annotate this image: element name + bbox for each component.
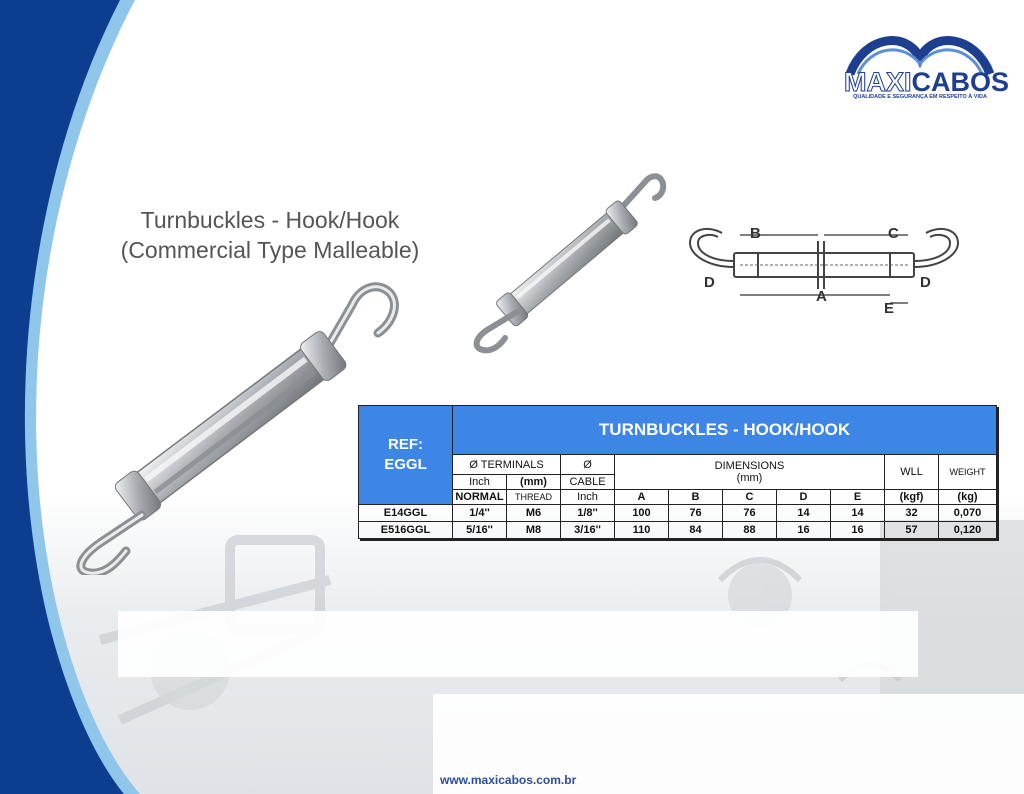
row-cable: 3/16'' [561,522,615,539]
col-e-header: E [831,490,885,505]
maxicabos-logo [844,28,1010,108]
dimensions-unit: (mm) [736,472,763,484]
row-weight: 0,120 [939,522,997,539]
col-a-header: A [615,490,669,505]
logo-wordmark: MAXICABOS [844,67,1010,97]
ref-code: EGGL [384,456,427,473]
row-b: 84 [669,522,723,539]
row-thread: M6 [507,505,561,522]
thread-header: THREAD [507,490,561,505]
ref-label: REF: [388,436,423,453]
row-wll: 57 [885,522,939,539]
row-e: 16 [831,522,885,539]
cable-inch-header: Inch [561,490,615,505]
row-e: 14 [831,505,885,522]
product-title [90,205,450,265]
row-weight: 0,070 [939,505,997,522]
row-a: 100 [615,505,669,522]
blank-panel-upper [118,611,918,677]
title-line-1: Turnbuckles - Hook/Hook [140,207,400,233]
diagram-label-c: C [888,225,899,242]
row-cable: 1/8'' [561,505,615,522]
row-thread: M8 [507,522,561,539]
wll-header: WLL [885,455,939,490]
row-ref: E516GGL [359,522,453,539]
table-heading: TURNBUCKLES - HOOK/HOOK [453,406,997,455]
turnbuckle-large-photo [60,275,400,575]
col-b-header: B [669,490,723,505]
footer-website-link[interactable]: www.maxicabos.com.br [440,773,577,787]
row-inch: 1/4'' [453,505,507,522]
weight-unit-header: (kg) [939,490,997,505]
turnbuckle-small-photo [465,170,680,355]
mm-header: (mm) [507,475,561,490]
row-d: 14 [777,505,831,522]
cable-symbol-header: Ø [561,455,615,475]
table-row [359,522,997,539]
logo-tagline: QUALIDADE E SEGURANÇA EM RESPEITO À VIDA [853,94,987,100]
dimensions-header [615,455,885,490]
inch-header: Inch [453,475,507,490]
row-c: 88 [723,522,777,539]
row-ref: E14GGL [359,505,453,522]
title-line-2: (Commercial Type Malleable) [120,237,420,263]
ref-cell [359,406,453,505]
diagram-label-a: A [816,288,827,305]
diagram-label-d-left: D [704,274,715,291]
weight-header: WEIGHT [939,455,997,490]
cable-header: CABLE [561,475,615,490]
diagram-label-e: E [884,300,895,317]
row-wll: 32 [885,505,939,522]
wll-unit-header: (kgf) [885,490,939,505]
table-row [359,505,997,522]
row-a: 110 [615,522,669,539]
row-inch: 5/16'' [453,522,507,539]
specification-table [358,405,997,539]
col-d-header: D [777,490,831,505]
turnbuckle-dimension-diagram [668,215,980,320]
row-b: 76 [669,505,723,522]
terminals-header: Ø TERMINALS [453,455,561,475]
dimensions-label: DIMENSIONS [714,460,785,472]
row-c: 76 [723,505,777,522]
diagram-label-b: B [750,225,761,242]
col-c-header: C [723,490,777,505]
row-d: 16 [777,522,831,539]
normal-header: NORMAL [453,490,507,505]
diagram-label-d-right: D [920,274,931,291]
